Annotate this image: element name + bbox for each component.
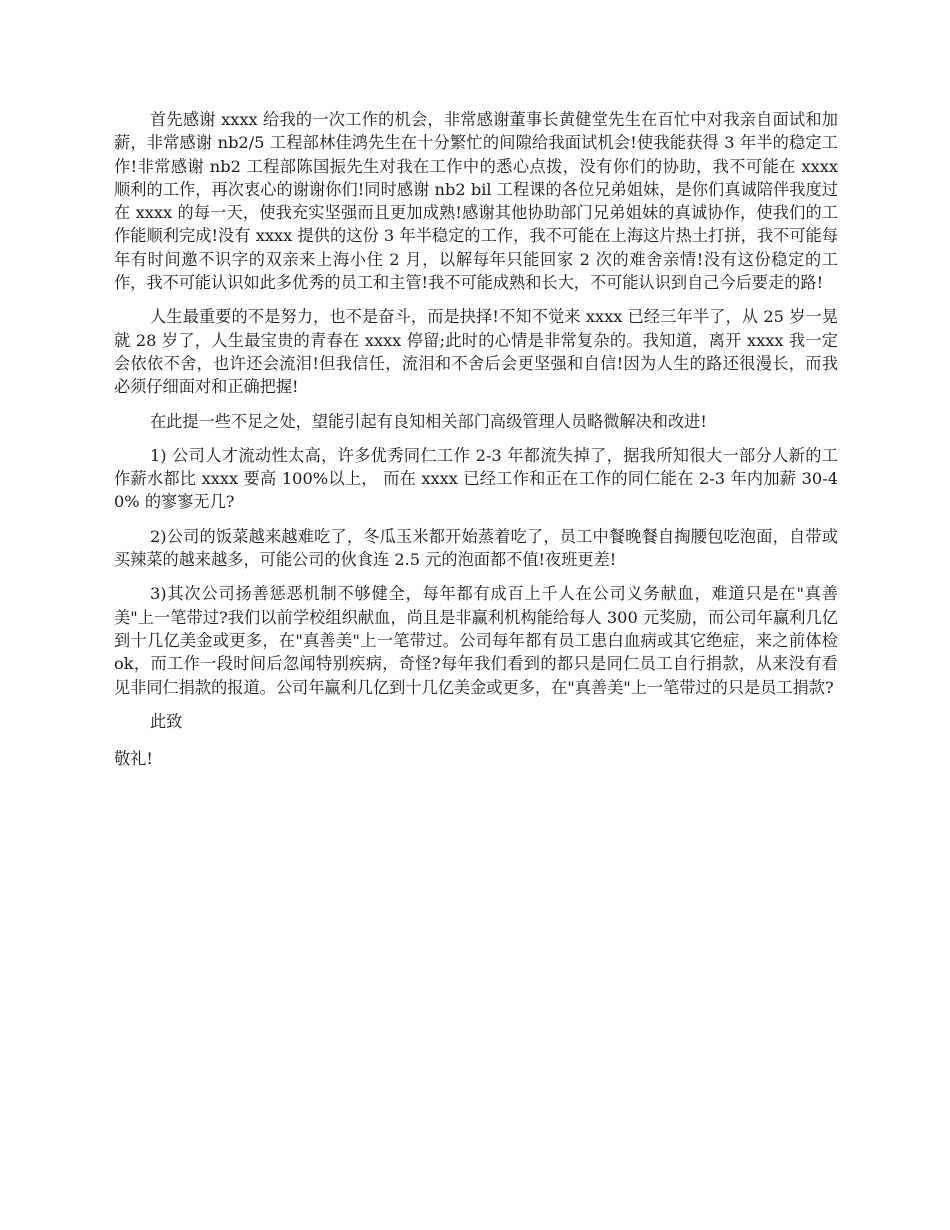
salutation-line: 敬礼! (114, 749, 153, 769)
paragraph-life-choice: 人生最重要的不是努力，也不是奋斗，而是抉择!不知不觉来 xxxx 已经三年半了，从 25 岁一晃就 28 岁了，人生最宝贵的青春在 xxxx 停留;此时的心情是非常复杂的。我知道，离开 xxxx 我一定会依依不舍，也许还会流泪!但我信任，流泪和不舍后会更坚强和自信!因为人生的路还很漫长，而我必须仔细面对和正确把握! (114, 307, 838, 397)
paragraph-thanks: 首先感谢 xxxx 给我的一次工作的机会，非常感谢董事长黄健堂先生在百忙中对我亲自面试和加薪，非常感谢 nb2/5 工程部林佳鸿先生在十分繁忙的间隙给我面试机会!使我能获得 3 年半的稳定工作!非常感谢 nb2 工程部陈国振先生对我在工作中的悉心点拨，没有你们的协助，我不可能在 xxxx 顺利的工作，再次衷心的谢谢你们!同时感谢 nb2 bil 工程课的各位兄弟姐妹，是你们真诚陪伴我度过在 xxxx 的每一天，使我充实坚强而且更加成熟!感谢其他协助部门兄弟姐妹的真诚协作，使我们的工作能顺利完成!没有 xxxx 提供的这份 3 年半稳定的工作，我不可能在上海这片热土打拼，我不可能每年有时间邀不识字的双亲来上海小住 2 月，以解每年只能回家 2 次的难舍亲情!没有这份稳定的工作，我不可能认识如此多优秀的员工和主管!我不可能成熟和长大，不可能认识到自己今后要走的路! (114, 110, 838, 293)
letter-body (114, 108, 838, 781)
paragraph-issue-welfare: 3)其次公司扬善惩恶机制不够健全，每年都有成百上千人在公司义务献血，难道只是在"真善美"上一笔带过?我们以前学校组织献血，尚且是非赢利机构能给每人 300 元奖励，而公司年赢利几亿到十几亿美金或更多，在"真善美"上一笔带过。公司每年都有员工患白血病或其它绝症，来之前体检 ok，而工作一段时间后忽闻特别疾病，奇怪?每年我们看到的都只是同仁员工自行捐款，从来没有看见非同仁捐款的报道。公司年赢利几亿到十几亿美金或更多，在"真善美"上一笔带过的只是员工捐款? (114, 584, 838, 697)
closing-line: 此致 (150, 711, 183, 731)
paragraph-issue-turnover: 1) 公司人才流动性太高，许多优秀同仁工作 2-3 年都流失掉了，据我所知很大一部分人新的工作薪水都比 xxxx 要高 100%以上， 而在 xxxx 已经工作和正在工作的同仁能在 2-3 年内加薪 30-40% 的寥寥无几? (114, 445, 838, 512)
paragraph-suggestions-intro: 在此提一些不足之处，望能引起有良知相关部门高级管理人员略微解决和改进! (150, 411, 707, 431)
paragraph-issue-food: 2)公司的饭菜越来越难吃了，冬瓜玉米都开始蒸着吃了，员工中餐晚餐自掏腰包吃泡面，自带或买辣菜的越来越多，可能公司的伙食连 2.5 元的泡面都不值!夜班更差! (114, 526, 838, 570)
